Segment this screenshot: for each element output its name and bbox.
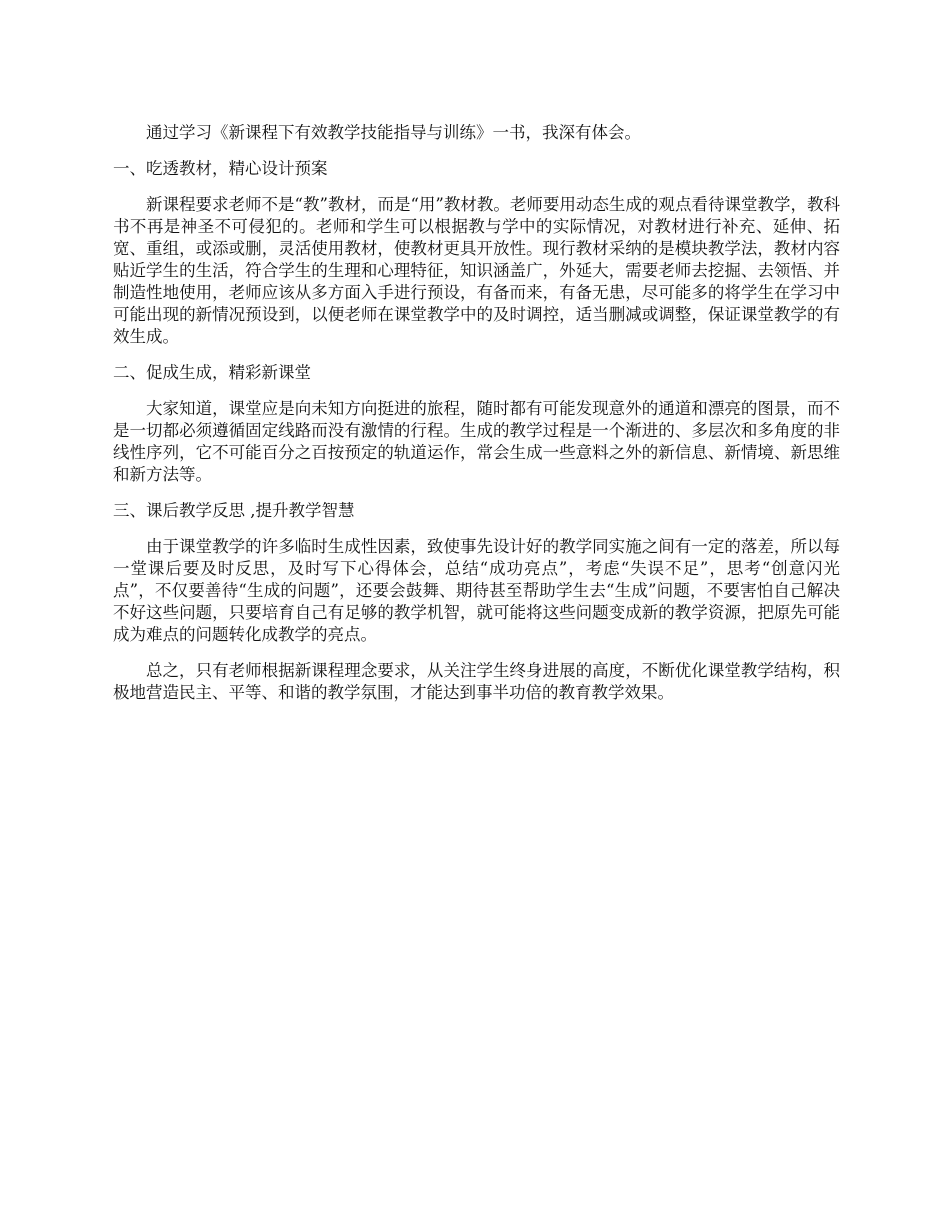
intro-paragraph: 通过学习《新课程下有效教学技能指导与训练》一书，我深有体会。 (146, 123, 641, 142)
section-heading-2: 二、促成生成，精彩新课堂 (113, 363, 311, 382)
conclusion-paragraph: 总之，只有老师根据新课程理念要求，从关注学生终身进展的高度，不断优化课堂教学结构，积极地营造民主、平等、和谐的教学氛围，才能达到事半功倍的教育教学效果。 (113, 661, 840, 702)
section-2-paragraph: 大家知道，课堂应是向未知方向挺进的旅程，随时都有可能发现意外的通道和漂亮的图景，而不是一切都必须遵循固定线路而没有激情的行程。生成的教学过程是一个渐进的、多层次和多角度的非线性序列，它不可能百分之百按预定的轨道运作，常会生成一些意料之外的新信息、新情境、新思维和新方法等。 (113, 399, 840, 484)
section-heading-3: 三、课后教学反思 ,提升教学智慧 (113, 501, 355, 520)
section-heading-1: 一、吃透教材，精心设计预案 (113, 159, 328, 178)
section-1-paragraph: 新课程要求老师不是“教”教材，而是“用”教材教。老师要用动态生成的观点看待课堂教学，教科书不再是神圣不可侵犯的。老师和学生可以根据教与学中的实际情况，对教材进行补充、延伸、拓宽、重组，或添或删，灵活使用教材，使教材更具开放性。现行教材采纳的是模块教学法，教材内容贴近学生的生活，符合学生的生理和心理特征，知识涵盖广，外延大，需要老师去挖掘、去领悟、并制造性地使用，老师应该从多方面入手进行预设，有备而来，有备无患，尽可能多的将学生在学习中可能出现的新情况预设到，以便老师在课堂教学中的及时调控，适当删减或调整，保证课堂教学的有效生成。 (113, 195, 840, 346)
section-3-paragraph: 由于课堂教学的许多临时生成性因素，致使事先设计好的教学同实施之间有一定的落差，所以每一堂课后要及时反思，及时写下心得体会，总结“成功亮点”，考虑“失误不足”，思考“创意闪光点”，不仅要善待“生成的问题”，还要会鼓舞、期待甚至帮助学生去“生成”问题，不要害怕自己解决不好这些问题，只要培育自己有足够的教学机智，就可能将这些问题变成新的教学资源，把原先可能成为难点的问题转化成教学的亮点。 (113, 537, 840, 644)
document-body (113, 122, 840, 718)
